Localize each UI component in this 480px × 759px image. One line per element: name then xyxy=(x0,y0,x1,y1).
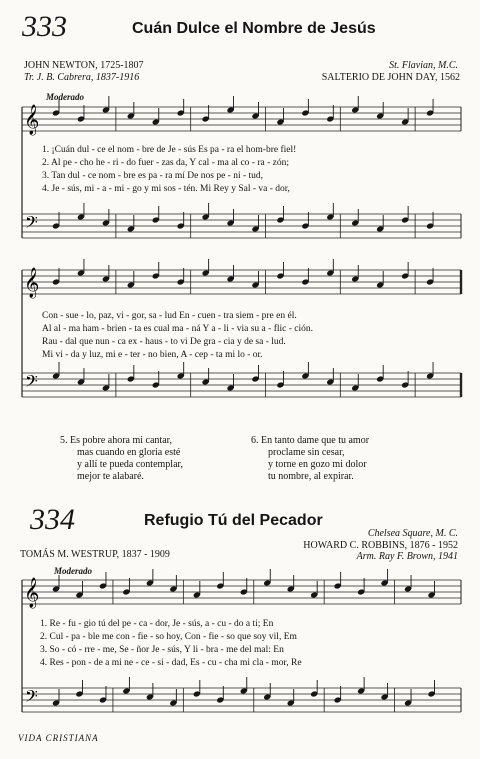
stanza-line: proclame sin cesar, xyxy=(268,447,345,458)
hymn-333-source: SALTERIO DE JOHN DAY, 1562 xyxy=(321,72,460,83)
hymn-333-author: JOHN NEWTON, 1725-1807 xyxy=(24,60,144,71)
hymn-333-tune: St. Flavian, M.C. xyxy=(389,60,458,71)
hymn-334-tune: Chelsea Square, M. C. xyxy=(367,528,458,539)
lyric-line: 4. Je - sús, mi - a - mi - go y mi sos - tén. Mi Rey y Sal - va - dor, xyxy=(42,184,290,194)
lyric-line: 1. ¡Cuán dul - ce el nom - bre de Je - sús Es pa - ra el hom-bre fiel! xyxy=(42,145,297,155)
treble-clef-icon: 𝄞 xyxy=(24,268,40,298)
lyric-line: Al al - ma ham - brien - ta es cual ma - ná Y a - li - via su a - flic - ción. xyxy=(42,324,313,334)
lyric-line: 3. Tan dul - ce nom - bre es pa - ra mí De nos pe - ni - tud, xyxy=(42,171,264,181)
hymn-333-number: 333 xyxy=(22,10,67,43)
stanza-line: y allí te pueda contemplar, xyxy=(77,459,183,470)
hymn-334-number: 334 xyxy=(30,503,75,536)
treble-clef-icon: 𝄞 xyxy=(24,578,40,608)
stanza-line: 6. En tanto dame que tu amor xyxy=(251,435,370,446)
hymn-334-title: Refugio Tú del Pecador xyxy=(144,512,323,529)
bass-clef-icon: 𝄢 xyxy=(25,686,38,710)
bass-clef-icon: 𝄢 xyxy=(25,371,38,395)
hymn-334-arranger: Arm. Ray F. Brown, 1941 xyxy=(356,551,458,562)
lyric-line: Con - sue - lo, paz, vi - gor, sa - lud En - cuen - tra siem - pre en él. xyxy=(42,311,297,321)
lyric-line: 2. Al pe - cho he - ri - do fuer - zas da, Y cal - ma al co - ra - zón; xyxy=(42,158,289,168)
stanza-line: mas cuando en gloria esté xyxy=(77,447,181,458)
hymn-333-tempo: Moderado xyxy=(46,92,84,102)
hymn-333-translator: Tr. J. B. Cabrera, 1837-1916 xyxy=(24,72,140,83)
lyric-line: 2. Cul - pa - ble me con - fie - so hoy, Con - fie - so que soy vil, Em xyxy=(40,632,297,642)
lyric-line: Mi vi - da y luz, mi e - ter - no bien, A - cep - ta mi lo - or. xyxy=(42,350,263,360)
stanza-line: 5. Es pobre ahora mi cantar, xyxy=(60,435,173,446)
stanza-line: tu nombre, al expirar. xyxy=(268,471,354,482)
hymn-334-author: TOMÁS M. WESTRUP, 1837 - 1909 xyxy=(20,549,170,560)
lyric-line: Rau - dal que nun - ca ex - haus - to vi De gra - cia y de sa - lud. xyxy=(42,337,286,347)
stanza-line: y torne en gozo mi dolor xyxy=(268,459,367,470)
stanza-line: mejor te alabaré. xyxy=(77,471,144,482)
lyric-line: 3. So - có - rre - me, Se - ñor Je - sús, Y li - bra - me del mal: En xyxy=(40,645,284,655)
hymn333-system1-treble-staff xyxy=(22,107,461,131)
hymn-334-composer: HOWARD C. ROBBINS, 1876 - 1952 xyxy=(303,540,458,551)
lyric-line: 4. Res - pon - de a mi ne - ce - si - dad, Es - cu - cha mi cla - mor, Re xyxy=(40,658,302,668)
hymn333-system2-bass-staff xyxy=(22,373,461,397)
bass-clef-icon: 𝄢 xyxy=(25,212,38,236)
hymn333-system1-bass-staff xyxy=(22,214,461,238)
treble-clef-icon: 𝄞 xyxy=(24,105,40,135)
hymn-333-title: Cuán Dulce el Nombre de Jesús xyxy=(132,20,376,37)
page-footer: VIDA CRISTIANA xyxy=(18,733,99,743)
lyric-line: 1. Re - fu - gio tú del pe - ca - dor, Je - sús, a - cu - do a ti; En xyxy=(40,619,274,629)
hymn333-system2-treble-staff xyxy=(22,270,461,294)
hymn-334-tempo: Moderado xyxy=(54,566,92,576)
